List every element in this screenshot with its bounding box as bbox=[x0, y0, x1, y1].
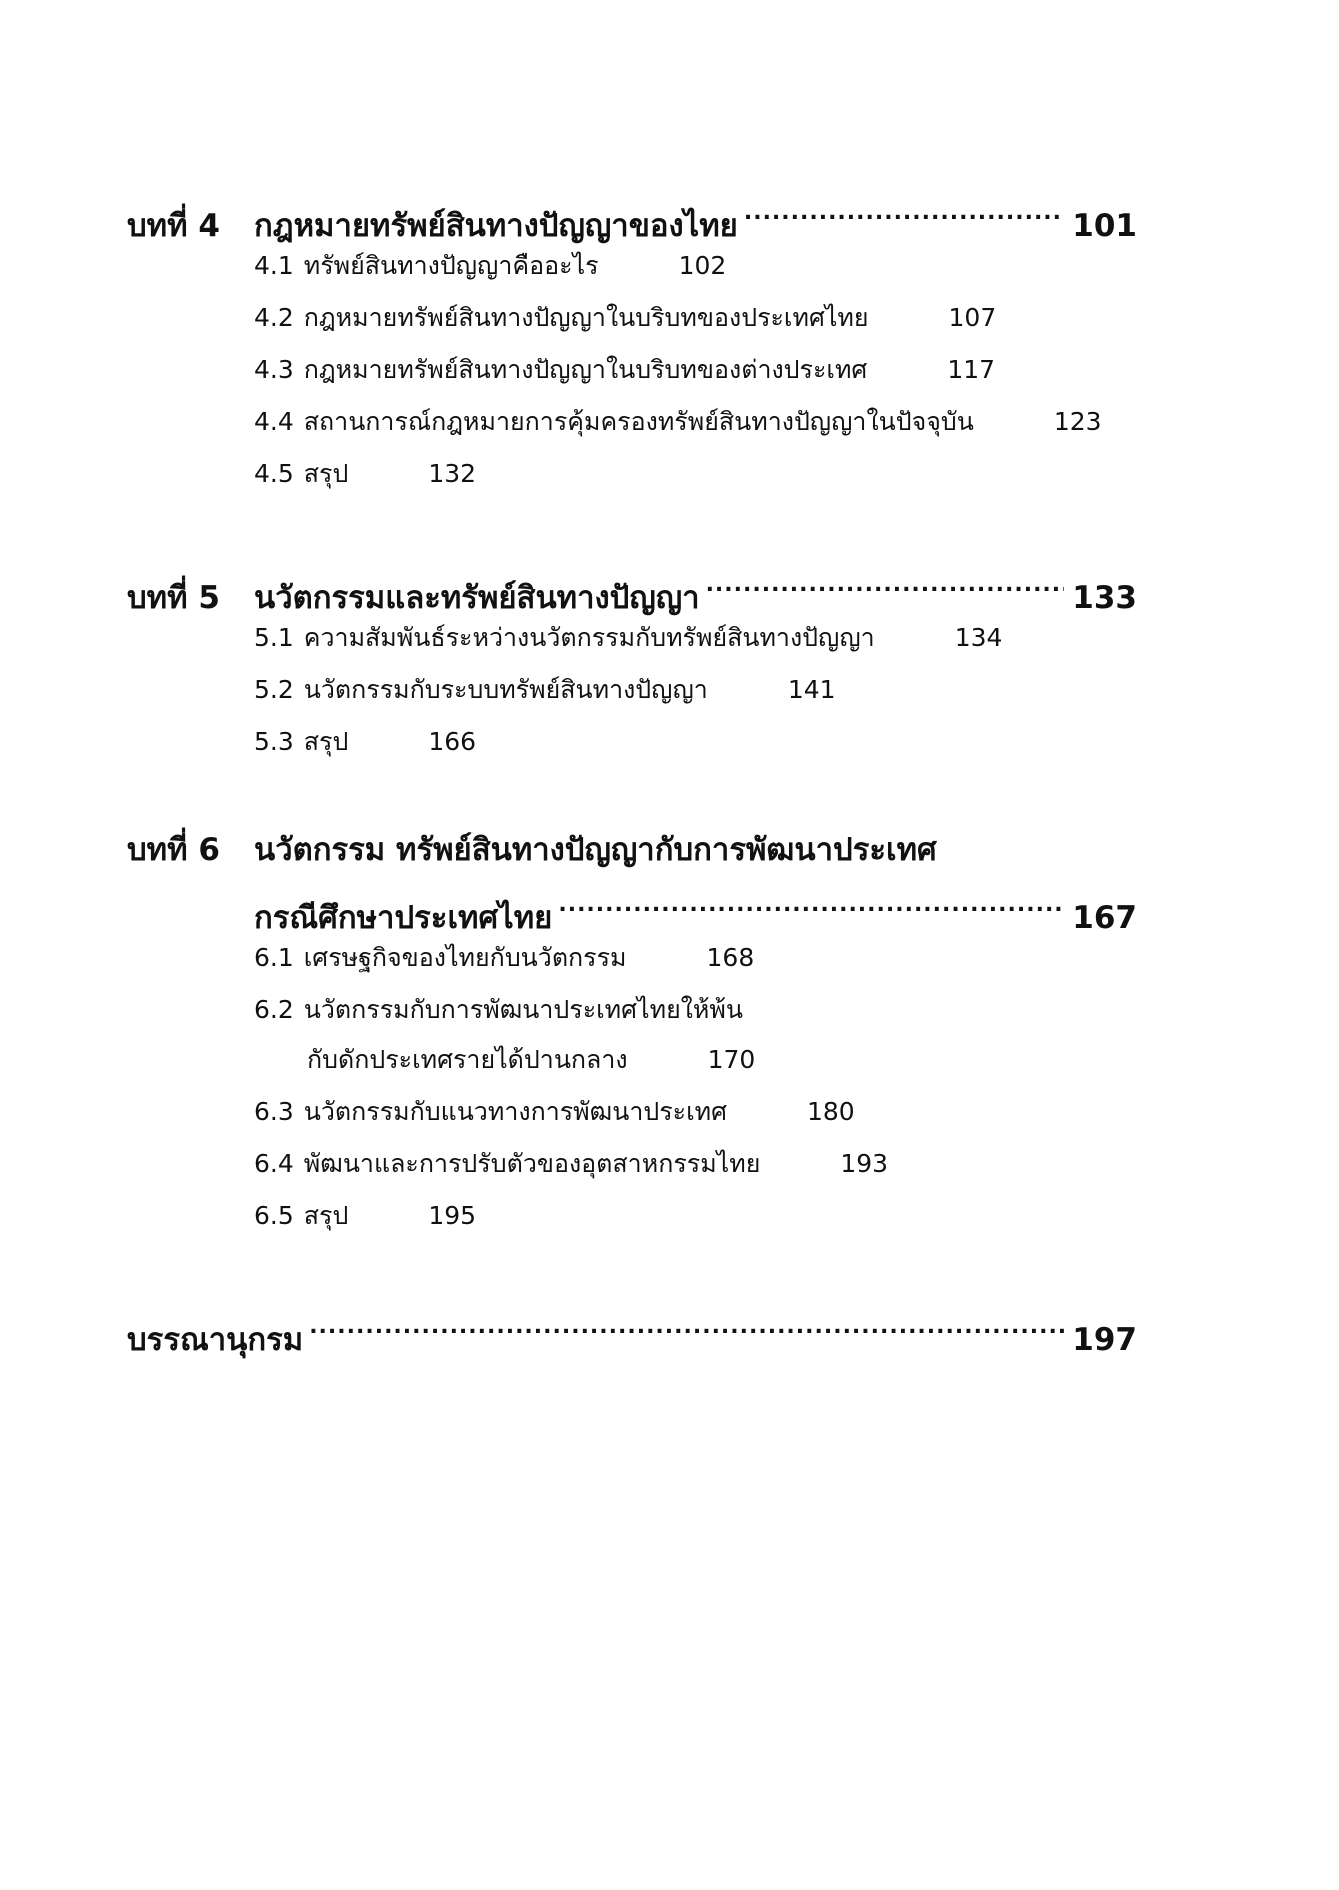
chapter-label: บทที่ 5 bbox=[127, 580, 220, 616]
chapter-title: กฎหมายทรัพย์สินทางปัญญาของไทย bbox=[254, 208, 738, 244]
section-title: สรุป bbox=[303, 459, 349, 488]
section-number: 4.5 bbox=[254, 459, 294, 488]
dot-leader bbox=[309, 1298, 1064, 1350]
chapter-label: บทที่ 6 bbox=[127, 832, 220, 868]
chapter-title-line1: นวัตกรรม ทรัพย์สินทางปัญญากับการพัฒนาประเทศ bbox=[254, 832, 937, 868]
section-number: 6.3 bbox=[254, 1097, 294, 1126]
chapter-6-heading-continued[interactable] bbox=[254, 876, 1137, 936]
section-page-number: 180 bbox=[806, 1097, 855, 1126]
section-title: สถานการณ์กฎหมายการคุ้มครองทรัพย์สินทางปัญญาในปัจจุบัน bbox=[303, 407, 974, 436]
section-5-1[interactable] bbox=[254, 618, 1002, 658]
section-number: 4.3 bbox=[254, 355, 294, 384]
section-number: 6.2 bbox=[254, 995, 294, 1024]
section-4-2[interactable] bbox=[254, 298, 996, 338]
dot-leader bbox=[706, 556, 1065, 608]
section-number: 4.4 bbox=[254, 407, 294, 436]
chapter-title-line2: กรณีศึกษาประเทศไทย bbox=[254, 900, 553, 936]
bibliography-title: บรรณานุกรม bbox=[127, 1322, 304, 1358]
chapter-page-number: 167 bbox=[1072, 900, 1137, 936]
section-5-2[interactable] bbox=[254, 670, 836, 710]
bibliography-heading[interactable] bbox=[127, 1298, 1137, 1358]
section-title: พัฒนาและการปรับตัวของอุตสาหกรรมไทย bbox=[303, 1149, 761, 1178]
section-page-number: 195 bbox=[428, 1201, 477, 1230]
section-6-4[interactable] bbox=[254, 1144, 888, 1184]
section-6-3[interactable] bbox=[254, 1092, 855, 1132]
section-page-number: 170 bbox=[707, 1045, 756, 1074]
section-6-2[interactable] bbox=[254, 990, 743, 1030]
section-page-number: 134 bbox=[954, 623, 1003, 652]
section-title-line1: นวัตกรรมกับการพัฒนาประเทศไทยให้พ้น bbox=[303, 995, 743, 1024]
section-title: กฎหมายทรัพย์สินทางปัญญาในบริบทของประเทศไทย bbox=[303, 303, 869, 332]
section-page-number: 107 bbox=[948, 303, 997, 332]
section-number: 4.2 bbox=[254, 303, 294, 332]
section-page-number: 117 bbox=[947, 355, 996, 384]
section-title: สรุป bbox=[303, 727, 349, 756]
section-6-1[interactable] bbox=[254, 938, 754, 978]
section-title: สรุป bbox=[303, 1201, 349, 1230]
section-5-3[interactable] bbox=[254, 722, 476, 762]
section-4-1[interactable] bbox=[254, 246, 726, 286]
chapter-page-number: 133 bbox=[1072, 580, 1137, 616]
section-number: 4.1 bbox=[254, 251, 294, 280]
section-title: ความสัมพันธ์ระหว่างนวัตกรรมกับทรัพย์สินทางปัญญา bbox=[303, 623, 875, 652]
section-title: นวัตกรรมกับแนวทางการพัฒนาประเทศ bbox=[303, 1097, 727, 1126]
section-title: เศรษฐกิจของไทยกับนวัตกรรม bbox=[303, 943, 627, 972]
section-6-5[interactable] bbox=[254, 1196, 476, 1236]
dot-leader bbox=[744, 184, 1064, 236]
chapter-5-heading[interactable] bbox=[127, 556, 1137, 616]
section-6-2-continued[interactable] bbox=[307, 1040, 755, 1080]
section-title-line2: กับดักประเทศรายได้ปานกลาง bbox=[307, 1045, 628, 1074]
section-4-4[interactable] bbox=[254, 402, 1102, 442]
section-page-number: 166 bbox=[428, 727, 477, 756]
section-title: กฎหมายทรัพย์สินทางปัญญาในบริบทของต่างประเทศ bbox=[303, 355, 868, 384]
section-number: 5.2 bbox=[254, 675, 294, 704]
dot-leader bbox=[558, 876, 1064, 928]
section-4-5[interactable] bbox=[254, 454, 476, 494]
chapter-title: นวัตกรรมและทรัพย์สินทางปัญญา bbox=[254, 580, 700, 616]
section-number: 5.3 bbox=[254, 727, 294, 756]
section-number: 6.4 bbox=[254, 1149, 294, 1178]
section-page-number: 132 bbox=[428, 459, 477, 488]
section-page-number: 102 bbox=[678, 251, 727, 280]
section-number: 6.1 bbox=[254, 943, 294, 972]
section-title: นวัตกรรมกับระบบทรัพย์สินทางปัญญา bbox=[303, 675, 708, 704]
bibliography-page-number: 197 bbox=[1072, 1322, 1137, 1358]
chapter-label: บทที่ 4 bbox=[127, 208, 220, 244]
section-4-3[interactable] bbox=[254, 350, 995, 390]
section-page-number: 141 bbox=[787, 675, 836, 704]
section-title: ทรัพย์สินทางปัญญาคืออะไร bbox=[303, 251, 599, 280]
section-page-number: 123 bbox=[1053, 407, 1102, 436]
section-number: 6.5 bbox=[254, 1201, 294, 1230]
chapter-page-number: 101 bbox=[1072, 208, 1137, 244]
chapter-4-heading[interactable] bbox=[127, 184, 1137, 244]
chapter-6-heading[interactable] bbox=[127, 824, 937, 876]
section-page-number: 193 bbox=[840, 1149, 889, 1178]
section-number: 5.1 bbox=[254, 623, 294, 652]
section-page-number: 168 bbox=[706, 943, 755, 972]
